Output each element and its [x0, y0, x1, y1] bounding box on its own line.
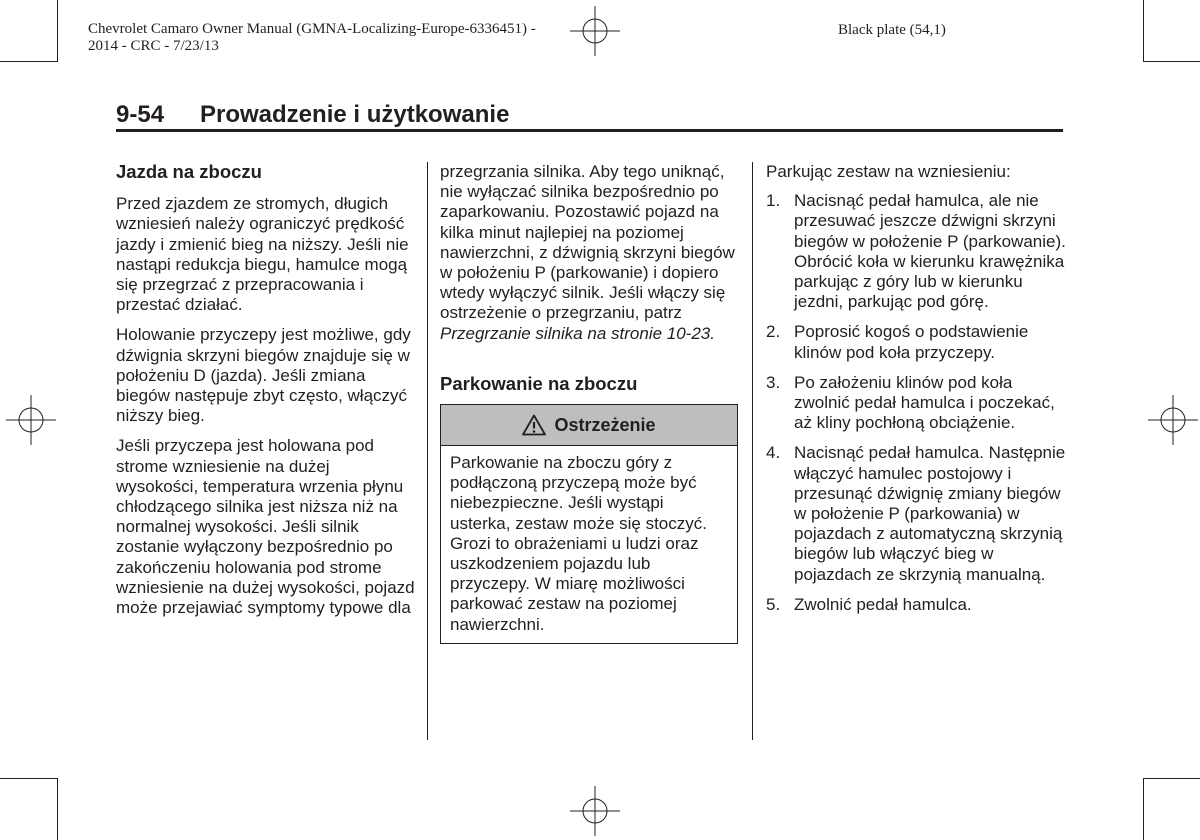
heading-jazda-na-zboczu: Jazda na zboczu	[116, 161, 262, 182]
step-text: Po założeniu klinów pod koła zwolnić pedał hamulca i poczekać, aż kliny pochłoną obciążenie.	[794, 372, 1055, 433]
column-3	[766, 162, 1066, 625]
print-header-line2: 2014 - CRC - 7/23/13	[88, 38, 219, 54]
step-text: Nacisnąć pedał hamulca, ale nie przesuwać jeszcze dźwigni skrzyni biegów w położenie P (parkowanie). Obrócić koła w kierunku krawężnika parkując z góry lub w kierunku jezdni, parkując pod górę.	[794, 191, 1066, 312]
print-header-left	[88, 21, 536, 55]
list-intro: Parkując zestaw na wzniesieniu:	[766, 162, 1011, 181]
registration-mark-bottom-icon	[570, 786, 620, 836]
list-item	[766, 191, 1066, 312]
step-text: Nacisnąć pedał hamulca. Następnie włączyć hamulec postojowy i przesunąć dźwignię zmiany biegów w położenie P (parkowania) w pojazdach z automatyczną skrzynią biegów lub włączyć bieg w pojazdach ze skrzynią manualną.	[794, 443, 1066, 584]
step-text: Zwolnić pedał hamulca.	[794, 594, 972, 614]
paragraph: Holowanie przyczepy jest możliwe, gdy dźwignia skrzyni biegów znajduje się w położeniu D (jazda). Jeśli zmiana biegów następuje zbyt często, włączyć niższy bieg.	[116, 325, 411, 426]
section-header	[116, 101, 1063, 131]
list-item	[766, 443, 1066, 584]
list-item	[766, 373, 1066, 434]
step-number: 2.	[766, 322, 781, 342]
warning-box	[440, 404, 738, 644]
step-number: 5.	[766, 594, 781, 614]
registration-mark-right-icon	[1148, 395, 1198, 445]
paragraph: Przed zjazdem ze stromych, długich wzniesień należy ograniczyć prędkość jazdy i zmienić bieg na niższy. Jeśli nie nastąpi redukcja biegu, hamulce mogą się przegrzać z przepracowania i przestać działać.	[116, 194, 409, 315]
warning-title: Ostrzeżenie	[554, 414, 656, 435]
page-number: 9-54	[116, 101, 165, 128]
column-divider-1	[427, 162, 428, 740]
step-number: 3.	[766, 372, 781, 392]
section-title: Prowadzenie i użytkowanie	[200, 101, 510, 128]
step-number: 1.	[766, 191, 781, 211]
column-1	[116, 162, 416, 628]
registration-mark-left-icon	[6, 395, 56, 445]
paragraph-text: przegrzania silnika. Aby tego uniknąć, nie wyłączać silnika bezpośrednio po zaparkowaniu. Pozostawić pojazd na kilka minut najlepiej na poziomej nawierzchni, z dźwignią skrzyni biegów w położeniu P (parkowanie) i dopiero wtedy wyłączyć silnik. Jeśli włączy się ostrzeżenie o przegrzaniu, patrz	[440, 162, 735, 323]
step-number: 4.	[766, 443, 781, 463]
column-2	[440, 162, 745, 644]
list-item	[766, 322, 1066, 362]
paragraph: Jeśli przyczepa jest holowana pod strome wzniesienie na dużej wysokości, temperatura wrzenia płynu chłodzącego silnika jest niższa niż na normalnej wysokości. Jeśli silnik zostanie wyłączony bezpośrednio po zakończeniu holowania pod strome wzniesienie na dużej wysokości, pojazd może przejawiać symptomy typowe dla	[116, 436, 415, 618]
heading-parkowanie-na-zboczu: Parkowanie na zboczu	[440, 372, 638, 394]
step-text: Poprosić kogoś o podstawienie klinów pod koła przyczepy.	[794, 322, 1029, 362]
registration-mark-top-icon	[570, 6, 620, 56]
warning-text: Parkowanie na zboczu góry z podłączoną przyczepą może być niebezpieczne. Jeśli wystąpi usterka, zestaw może się stoczyć. Grozi to obrażeniami u ludzi oraz uszkodzeniem pojazdu lub przyczepy. W miarę możliwości parkować zestaw na poziomej nawierzchni.	[450, 453, 707, 634]
warning-triangle-icon	[522, 414, 546, 436]
header-rule	[116, 129, 1063, 132]
column-divider-2	[752, 162, 753, 740]
steps-list	[766, 191, 1066, 615]
warning-header	[441, 405, 737, 446]
list-item	[766, 595, 1066, 615]
print-header-plate: Black plate (54,1)	[838, 22, 946, 38]
paragraph	[440, 162, 745, 344]
print-header-line1: Chevrolet Camaro Owner Manual (GMNA-Localizing-Europe-6336451) -	[88, 21, 536, 37]
cross-reference-link[interactable]: Przegrzanie silnika na stronie 10-23.	[440, 323, 715, 343]
